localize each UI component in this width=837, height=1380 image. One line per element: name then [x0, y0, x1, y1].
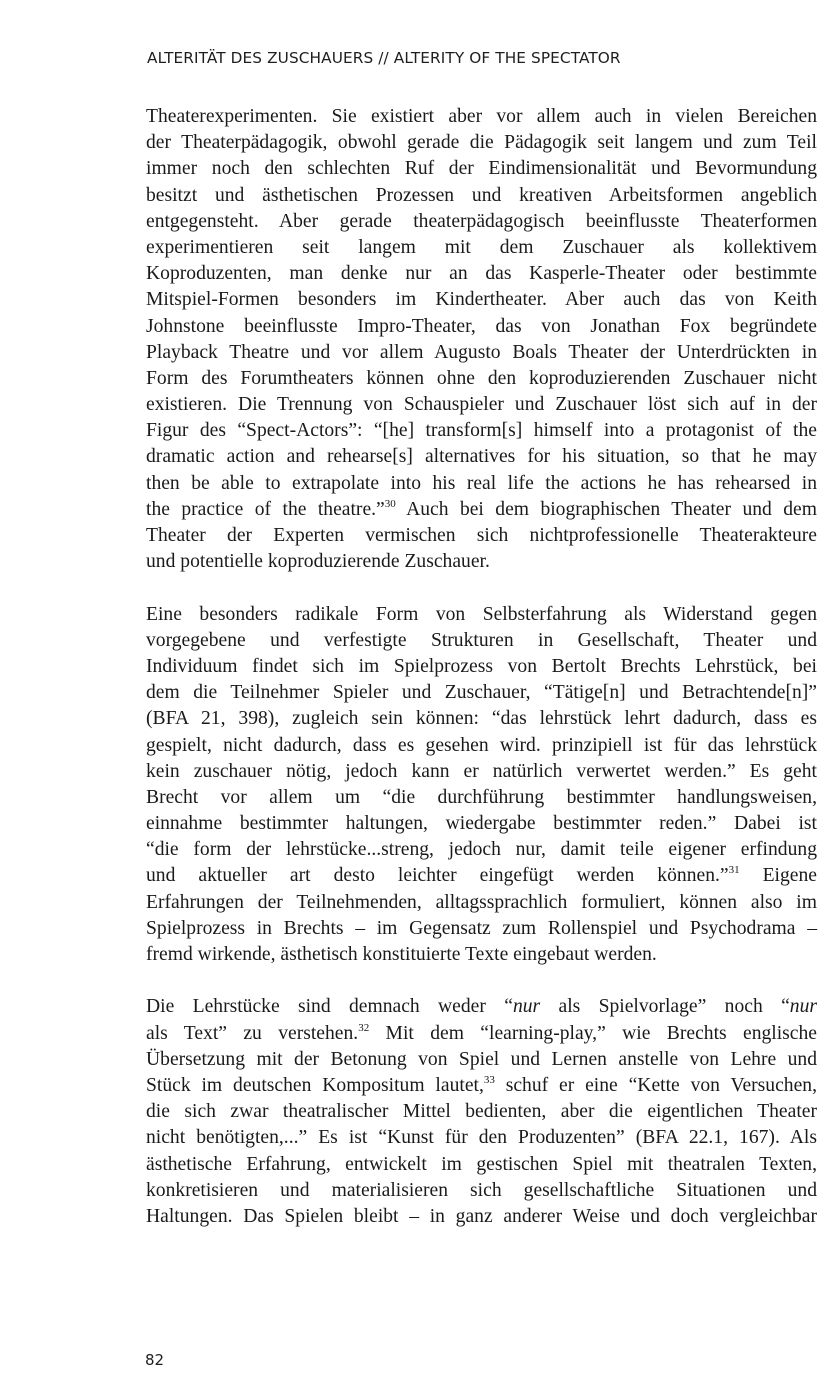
- footnote-ref-30: 30: [384, 497, 396, 510]
- text-fragment: Auch bei dem biographischen Theater und dem: [395, 498, 817, 520]
- text-line: Erfahrungen der Teilnehmenden, alltagssprachlich formuliert, können also im: [146, 891, 817, 913]
- text-line: [146, 863, 817, 889]
- text-line: Übersetzung mit der Betonung von Spiel und Lernen anstelle von Lehre und: [146, 1048, 817, 1070]
- emphasis-nur: nur: [789, 996, 817, 1018]
- text-line: dem die Teilnehmer Spieler und Zuschauer, “Tätige[n] und Betrachtende[n]”: [146, 682, 817, 704]
- paragraph-3: [146, 994, 817, 1230]
- text-line: Theaterexperimenten. Sie existiert aber vor allem auch in vielen Bereichen: [146, 106, 817, 127]
- running-head: [147, 49, 621, 67]
- page-number: 82: [145, 1351, 165, 1369]
- text-line: then be able to extrapolate into his real life the actions he has rehearsed in: [146, 472, 817, 494]
- text-fragment: Mit dem “learning-play,” wie Brechts englische: [369, 1022, 817, 1044]
- text-line: Haltungen. Das Spielen bleibt – in ganz anderer Weise und doch vergleichbar: [146, 1205, 817, 1227]
- running-head-title-en: ALTERITY OF THE SPECTATOR: [393, 49, 621, 67]
- paragraph-2: [146, 602, 817, 969]
- text-line: Theater der Experten vermischen sich nichtprofessionelle Theaterakteure: [146, 525, 817, 546]
- text-line: Individuum findet sich im Spielprozess von Bertolt Brechts Lehrstück, bei: [146, 655, 817, 677]
- footnote-ref-32: 32: [358, 1021, 370, 1034]
- text-fragment: Eigene: [739, 865, 817, 887]
- footnote-ref-33: 33: [483, 1073, 495, 1086]
- paragraph-gap: [146, 575, 817, 601]
- text-fragment: als Spielvorlage” noch “: [540, 996, 790, 1018]
- text-fragment: Stück im deutschen Kompositum lautet,: [146, 1074, 484, 1096]
- text-line: Eine besonders radikale Form von Selbsterfahrung als Widerstand gegen: [146, 603, 817, 625]
- text-line: fremd wirkende, ästhetisch konstituierte Texte eingebaut werden.: [146, 944, 657, 965]
- text-fragment: schuf er eine “Kette von Versuchen,: [494, 1074, 817, 1096]
- text-line: Mitspiel-Formen besonders im Kindertheater. Aber auch das von Keith: [146, 289, 817, 311]
- text-fragment: Die Lehrstücke sind demnach weder “: [146, 996, 513, 1018]
- text-line: [146, 1073, 817, 1099]
- text-line: besitzt und ästhetischen Prozessen und kreativen Arbeitsformen angeblich: [146, 184, 817, 206]
- text-line: konkretisieren und materialisieren sich gesellschaftliche Situationen und: [146, 1179, 817, 1201]
- text-line: entgegensteht. Aber gerade theaterpädagogisch beeinflusste Theaterformen: [146, 210, 817, 232]
- text-line: einnahme bestimmter haltungen, wiedergabe bestimmter reden.” Dabei ist: [146, 813, 817, 835]
- text-line: Playback Theatre und vor allem Augusto Boals Theater der Unterdrückten in: [146, 341, 817, 363]
- text-line: Brecht vor allem um “die durchführung bestimmter handlungsweisen,: [146, 786, 817, 808]
- text-fragment: the practice of the theatre.”: [146, 498, 385, 520]
- text-line: ästhetische Erfahrung, entwickelt im gestischen Spiel mit theatralen Texten,: [146, 1153, 817, 1175]
- running-head-title-de: ALTERITÄT DES ZUSCHAUERS: [147, 49, 374, 67]
- body-text: [146, 104, 817, 1230]
- text-line: vorgegebene und verfestigte Strukturen in Gesellschaft, Theater und: [146, 629, 817, 651]
- text-line: experimentieren seit langem mit dem Zuschauer als kollektivem: [146, 236, 817, 258]
- text-line: dramatic action and rehearse[s] alternatives for his situation, so that he may: [146, 446, 817, 468]
- text-line: Form des Forumtheaters können ohne den koproduzierenden Zuschauer nicht: [146, 367, 817, 389]
- text-line: immer noch den schlechten Ruf der Eindimensionalität und Bevormundung: [146, 158, 817, 180]
- text-line: Spielprozess in Brechts – im Gegensatz zum Rollenspiel und Psychodrama –: [146, 917, 817, 939]
- text-line: und potentielle koproduzierende Zuschauer.: [146, 551, 490, 573]
- text-line: nicht benötigten,...” Es ist “Kunst für den Produzenten” (BFA 22.1, 167). Als: [146, 1127, 817, 1149]
- paragraph-gap: [146, 968, 817, 994]
- text-line: (BFA 21, 398), zugleich sein können: “das lehrstück lehrt dadurch, dass es: [146, 708, 817, 730]
- running-head-separator: //: [373, 49, 394, 67]
- text-line: [146, 1021, 817, 1047]
- text-line: gespielt, nicht dadurch, dass es gesehen wird. prinzipiell ist für das lehrstück: [146, 734, 817, 756]
- emphasis-nur: nur: [512, 996, 541, 1018]
- text-line: Koproduzenten, man denke nur an das Kasperle-Theater oder bestimmte: [146, 263, 817, 285]
- text-fragment: und aktueller art desto leichter eingefügt werden können.”: [146, 865, 729, 887]
- text-line: [146, 497, 817, 523]
- text-line: Figur des “Spect-Actors”: “[he] transform[s] himself into a protagonist of the: [146, 420, 817, 442]
- text-line: die sich zwar theatralischer Mittel bedienten, aber die eigentlichen Theater: [146, 1101, 817, 1123]
- text-line: [146, 994, 817, 1020]
- text-line: kein zuschauer nötig, jedoch kann er natürlich verwertet werden.” Es geht: [146, 760, 817, 782]
- footnote-ref-31: 31: [728, 864, 740, 877]
- text-line: existieren. Die Trennung von Schauspieler und Zuschauer löst sich auf in der: [146, 394, 817, 416]
- text-line: “die form der lehrstücke...streng, jedoch nur, damit teile eigener erfindung: [146, 839, 817, 861]
- text-line: Johnstone beeinflusste Impro-Theater, das von Jonathan Fox begründete: [146, 315, 817, 337]
- text-line: der Theaterpädagogik, obwohl gerade die Pädagogik seit langem und zum Teil: [146, 132, 817, 154]
- text-fragment: als Text” zu verstehen.: [146, 1022, 359, 1044]
- paragraph-1: [146, 104, 817, 575]
